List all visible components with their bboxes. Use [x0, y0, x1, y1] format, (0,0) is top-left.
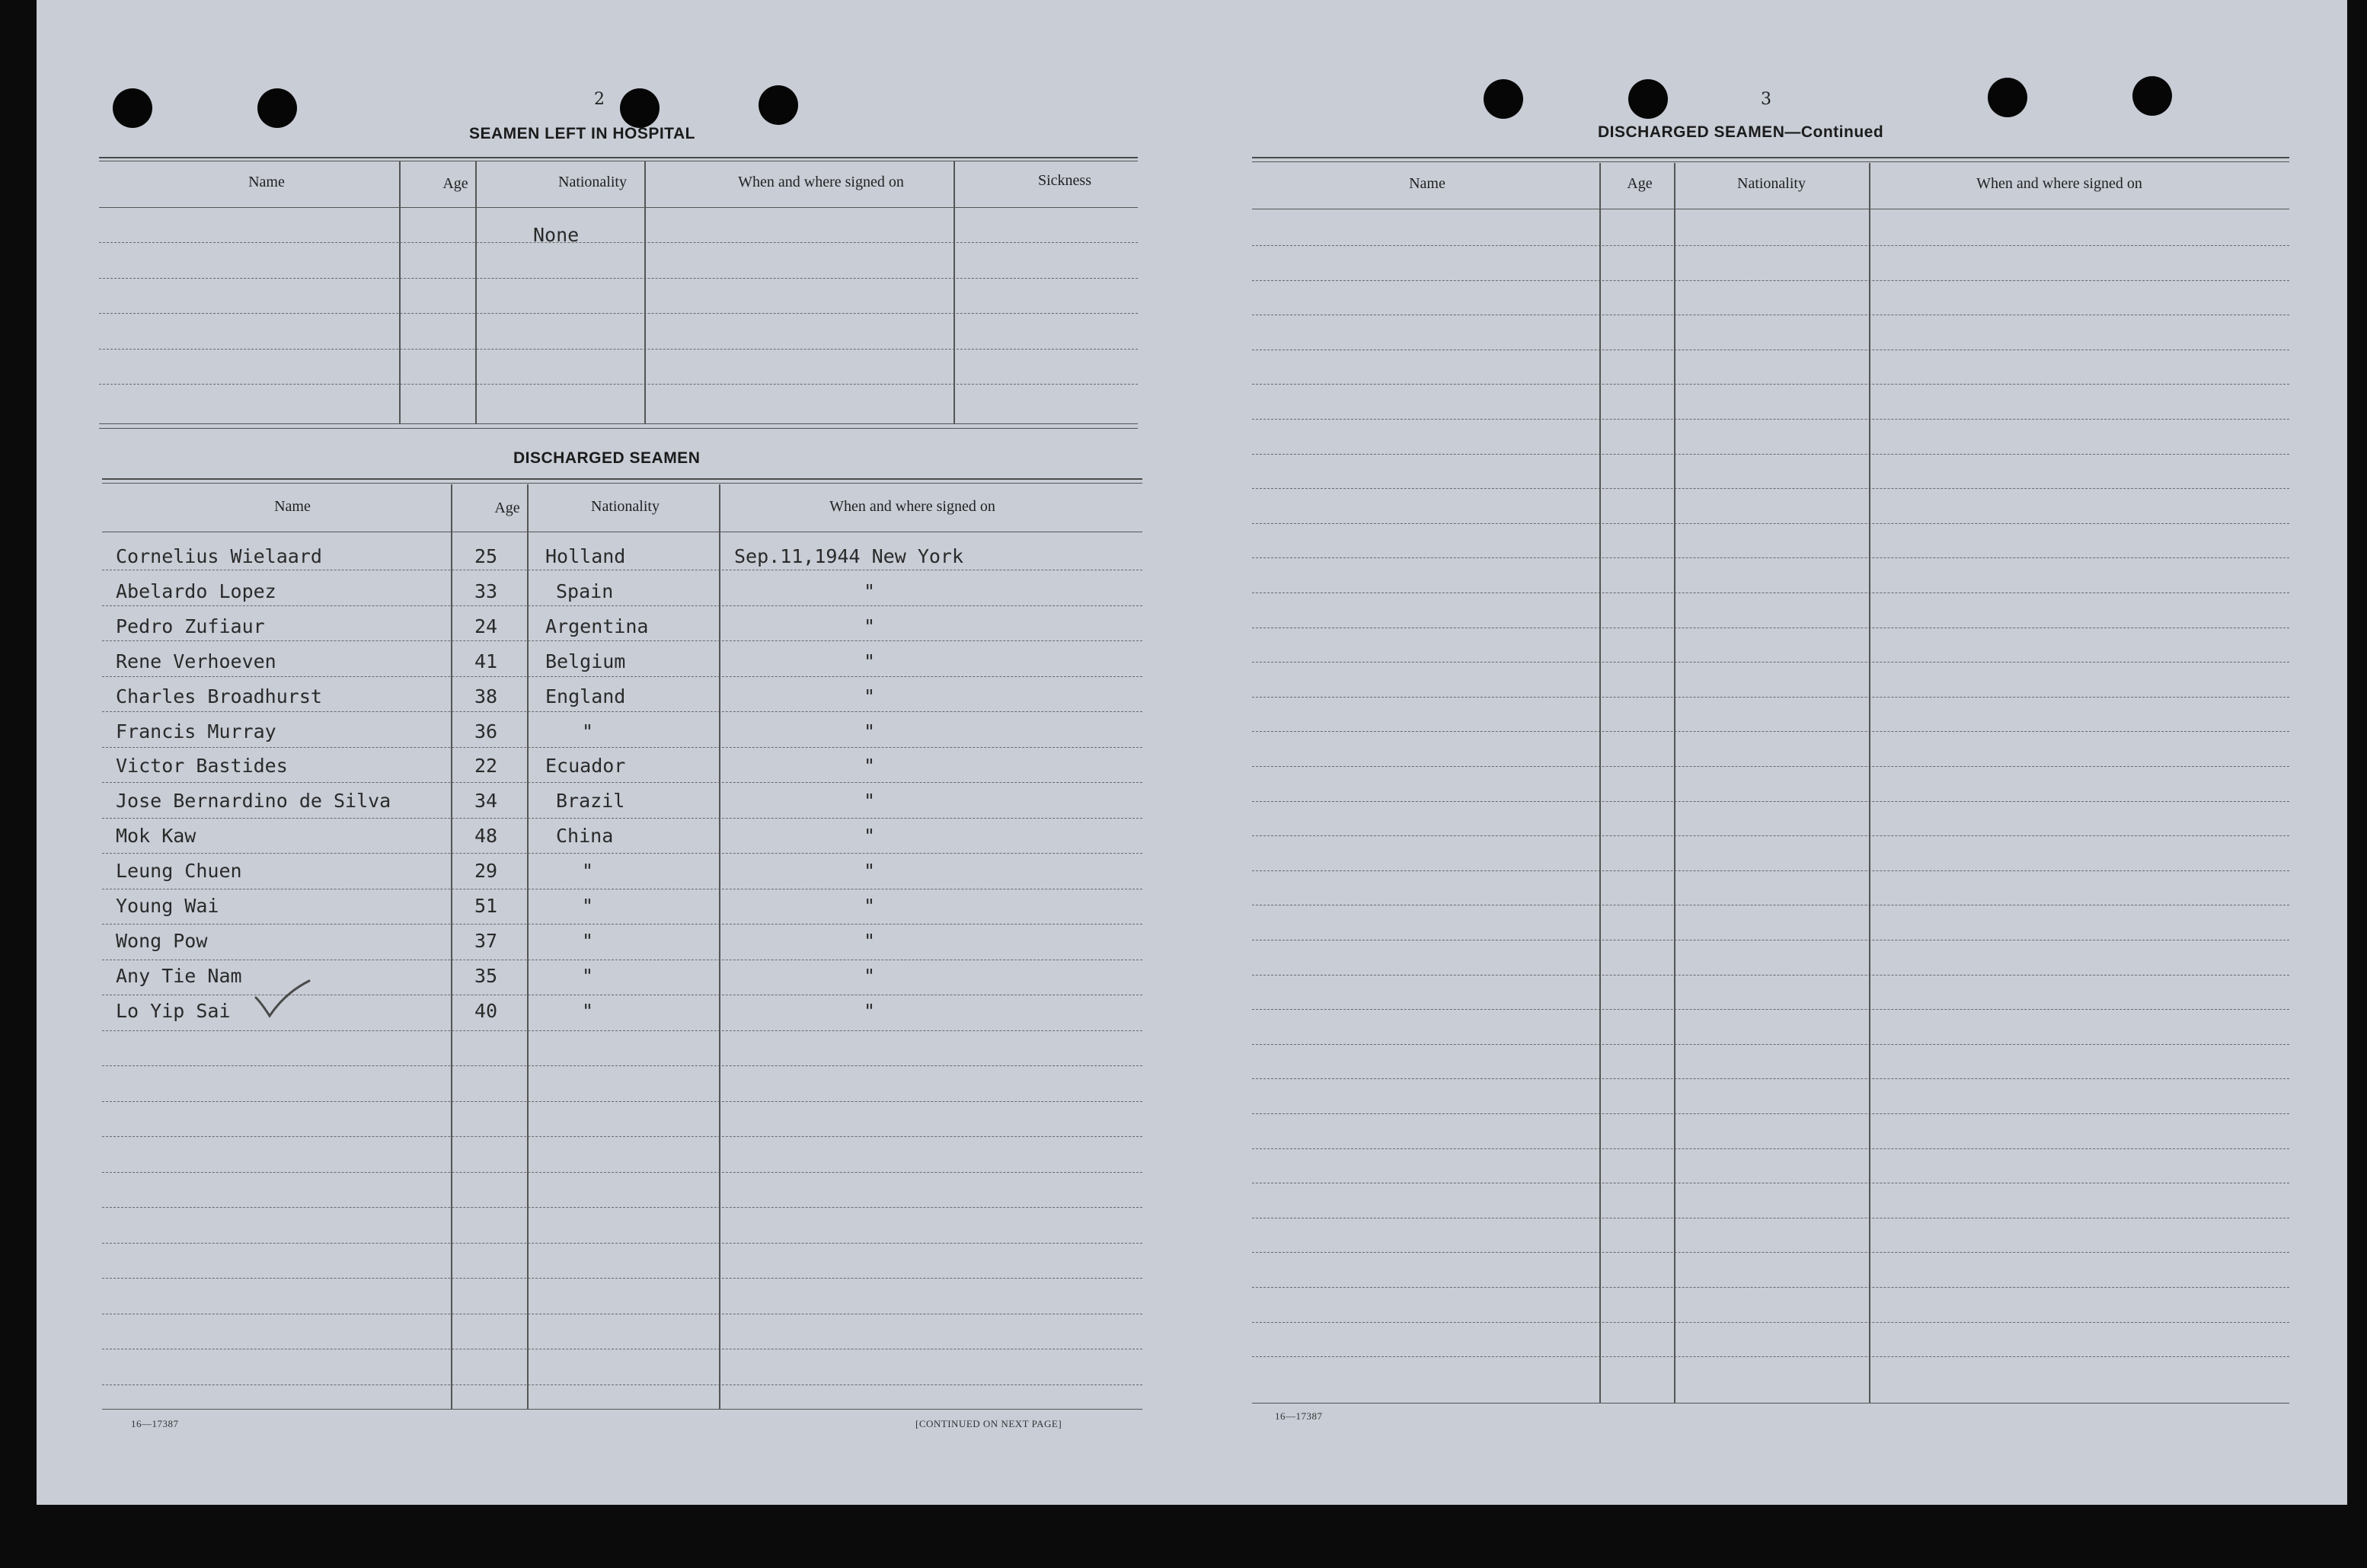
- discharged-title: DISCHARGED SEAMEN: [513, 449, 701, 467]
- seaman-name: Wong Pow: [116, 929, 208, 952]
- seaman-name: Jose Bernardino de Silva: [116, 790, 391, 813]
- seaman-age: 37: [474, 929, 498, 952]
- hospital-header-nationality: Nationality: [558, 174, 627, 190]
- seaman-name: Rene Verhoeven: [116, 650, 276, 672]
- seaman-age: 35: [474, 964, 498, 987]
- seaman-nationality: ": [582, 860, 594, 883]
- discharged-continued-title-main: DISCHARGED SEAMEN: [1598, 123, 1785, 141]
- seaman-age: 25: [474, 545, 498, 567]
- seaman-age: 22: [474, 755, 498, 778]
- row-guide-line: [99, 242, 1138, 243]
- right-header-name: Name: [1409, 175, 1445, 192]
- punch-hole: [620, 88, 660, 128]
- row-guide-line: [1252, 870, 2289, 871]
- hospital-col-divider: [644, 161, 646, 423]
- right-bottom-rule: [1252, 1403, 2289, 1404]
- seaman-nationality: ": [582, 964, 594, 987]
- discharged-header-nationality: Nationality: [591, 498, 660, 515]
- discharged-col-divider: [719, 484, 720, 1409]
- row-guide-line: [1252, 801, 2289, 802]
- row-guide-line: [1252, 454, 2289, 455]
- row-guide-line: [102, 1101, 1142, 1102]
- seaman-signed-on: ": [864, 790, 876, 813]
- seaman-name: Leung Chuen: [116, 860, 242, 883]
- row-guide-line: [1252, 697, 2289, 698]
- hospital-bottom-rule: [99, 423, 1138, 424]
- seaman-nationality: Ecuador: [545, 755, 626, 778]
- page-number-left: 2: [594, 90, 605, 109]
- row-guide-line: [102, 1384, 1142, 1385]
- hospital-header-signed: When and where signed on: [738, 174, 904, 190]
- hospital-header-sickness: Sickness: [1038, 172, 1091, 189]
- seaman-age: 29: [474, 860, 498, 883]
- seaman-signed-on: Sep.11,1944 New York: [734, 545, 964, 567]
- right-header-nationality: Nationality: [1737, 175, 1806, 192]
- row-guide-line: [1252, 1356, 2289, 1357]
- row-guide-line: [99, 349, 1138, 350]
- row-guide-line: [1252, 1113, 2289, 1114]
- row-guide-line: [102, 818, 1142, 819]
- punch-hole: [257, 88, 297, 128]
- row-guide-line: [1252, 523, 2289, 524]
- seaman-nationality: ": [582, 929, 594, 952]
- seaman-signed-on: ": [864, 720, 876, 742]
- seaman-nationality: England: [545, 685, 626, 707]
- seaman-age: 36: [474, 720, 498, 742]
- punch-hole: [1484, 79, 1523, 119]
- seaman-age: 34: [474, 790, 498, 813]
- seaman-age: 41: [474, 650, 498, 672]
- seaman-signed-on: ": [864, 685, 876, 707]
- row-guide-line: [1252, 245, 2289, 246]
- seaman-name: Lo Yip Sai: [116, 999, 231, 1022]
- row-guide-line: [102, 747, 1142, 748]
- row-guide-line: [1252, 731, 2289, 732]
- hospital-col-divider: [954, 161, 955, 423]
- row-guide-line: [1252, 835, 2289, 836]
- seaman-name: Charles Broadhurst: [116, 685, 322, 707]
- seaman-nationality: China: [556, 825, 614, 848]
- seaman-age: 33: [474, 580, 498, 602]
- form-sheet: [37, 0, 2347, 1505]
- row-guide-line: [102, 853, 1142, 854]
- row-guide-line: [102, 1136, 1142, 1137]
- punch-hole: [1988, 78, 2027, 117]
- punch-hole: [2132, 76, 2172, 116]
- seaman-nationality: ": [582, 895, 594, 917]
- discharged-header-age: Age: [494, 500, 520, 516]
- row-guide-line: [1252, 419, 2289, 420]
- row-guide-line: [102, 640, 1142, 641]
- check-mark-icon: [251, 978, 312, 1019]
- row-guide-line: [1252, 1322, 2289, 1323]
- row-guide-line: [1252, 1148, 2289, 1149]
- seaman-name: Cornelius Wielaard: [116, 545, 322, 567]
- row-guide-line: [1252, 384, 2289, 385]
- seaman-name: Abelardo Lopez: [116, 580, 276, 602]
- seaman-signed-on: ": [864, 650, 876, 672]
- continued-note: [CONTINUED ON NEXT PAGE]: [915, 1418, 1062, 1429]
- hospital-bottom-rule-2: [99, 428, 1138, 429]
- hospital-title: SEAMEN LEFT IN HOSPITAL: [469, 125, 695, 142]
- seaman-nationality: Belgium: [545, 650, 626, 672]
- discharged-continued-title-suffix: —Continued: [1784, 123, 1884, 141]
- seaman-signed-on: ": [864, 580, 876, 602]
- seaman-signed-on: ": [864, 755, 876, 778]
- punch-hole: [113, 88, 152, 128]
- row-guide-line: [102, 676, 1142, 677]
- row-guide-line: [1252, 557, 2289, 558]
- seaman-name: Victor Bastides: [116, 755, 288, 778]
- row-guide-line: [1252, 766, 2289, 767]
- form-number-left: 16—17387: [131, 1418, 179, 1429]
- row-guide-line: [1252, 1252, 2289, 1253]
- row-guide-line: [102, 924, 1142, 925]
- hospital-col-divider: [399, 161, 401, 423]
- seaman-nationality: Holland: [545, 545, 626, 567]
- discharged-col-divider: [527, 484, 529, 1409]
- discharged-header-name: Name: [274, 498, 311, 515]
- hospital-top-rule: [99, 157, 1138, 158]
- right-top-rule-2: [1252, 161, 2289, 162]
- row-guide-line: [102, 1243, 1142, 1244]
- row-guide-line: [1252, 662, 2289, 663]
- row-guide-line: [99, 384, 1138, 385]
- seaman-name: Any Tie Nam: [116, 964, 242, 987]
- row-guide-line: [102, 782, 1142, 783]
- punch-hole: [759, 85, 798, 125]
- discharged-top-rule: [102, 478, 1142, 480]
- seaman-signed-on: ": [864, 860, 876, 883]
- right-top-rule: [1252, 157, 2289, 158]
- row-guide-line: [102, 1030, 1142, 1031]
- seaman-age: 38: [474, 685, 498, 707]
- discharged-col-divider: [451, 484, 452, 1409]
- row-guide-line: [1252, 488, 2289, 489]
- right-col-divider: [1599, 163, 1601, 1403]
- punch-hole: [1628, 79, 1668, 119]
- seaman-signed-on: ": [864, 895, 876, 917]
- hospital-header-rule: [99, 207, 1138, 208]
- seaman-signed-on: ": [864, 929, 876, 952]
- seaman-nationality: ": [582, 720, 594, 742]
- row-guide-line: [99, 278, 1138, 279]
- seaman-age: 24: [474, 615, 498, 637]
- right-header-age: Age: [1627, 175, 1653, 192]
- seaman-signed-on: ": [864, 964, 876, 987]
- row-guide-line: [102, 1207, 1142, 1208]
- seaman-age: 48: [474, 825, 498, 848]
- seaman-name: Pedro Zufiaur: [116, 615, 265, 637]
- seaman-nationality: ": [582, 999, 594, 1022]
- hospital-col-divider: [475, 161, 477, 423]
- discharged-header-signed: When and where signed on: [829, 498, 995, 515]
- row-guide-line: [1252, 1009, 2289, 1010]
- row-guide-line: [99, 313, 1138, 314]
- seaman-name: Francis Murray: [116, 720, 276, 742]
- right-header-signed: When and where signed on: [1976, 175, 2142, 192]
- hospital-header-age: Age: [442, 175, 468, 192]
- row-guide-line: [102, 1278, 1142, 1279]
- seaman-age: 40: [474, 999, 498, 1022]
- row-guide-line: [1252, 1078, 2289, 1079]
- hospital-header-name: Name: [248, 174, 285, 190]
- row-guide-line: [1252, 592, 2289, 593]
- seaman-nationality: Brazil: [556, 790, 625, 813]
- row-guide-line: [1252, 975, 2289, 976]
- seaman-name: Young Wai: [116, 895, 219, 917]
- seaman-signed-on: ": [864, 825, 876, 848]
- seaman-nationality: Argentina: [545, 615, 649, 637]
- seaman-age: 51: [474, 895, 498, 917]
- row-guide-line: [102, 1172, 1142, 1173]
- discharged-bottom-rule: [102, 1409, 1142, 1410]
- seaman-signed-on: ": [864, 615, 876, 637]
- row-guide-line: [1252, 280, 2289, 281]
- row-guide-line: [102, 605, 1142, 606]
- page-number-right: 3: [1761, 90, 1771, 109]
- discharged-top-rule-2: [102, 483, 1142, 484]
- right-col-divider: [1869, 163, 1870, 1403]
- discharged-continued-title: [1598, 123, 1883, 142]
- seaman-name: Mok Kaw: [116, 825, 196, 848]
- hospital-entry-none: None: [533, 224, 580, 246]
- row-guide-line: [102, 711, 1142, 712]
- seaman-signed-on: ": [864, 999, 876, 1022]
- row-guide-line: [1252, 1044, 2289, 1045]
- right-col-divider: [1674, 163, 1675, 1403]
- seaman-nationality: Spain: [556, 580, 614, 602]
- row-guide-line: [1252, 1287, 2289, 1288]
- form-number-right: 16—17387: [1275, 1410, 1323, 1422]
- row-guide-line: [102, 1065, 1142, 1066]
